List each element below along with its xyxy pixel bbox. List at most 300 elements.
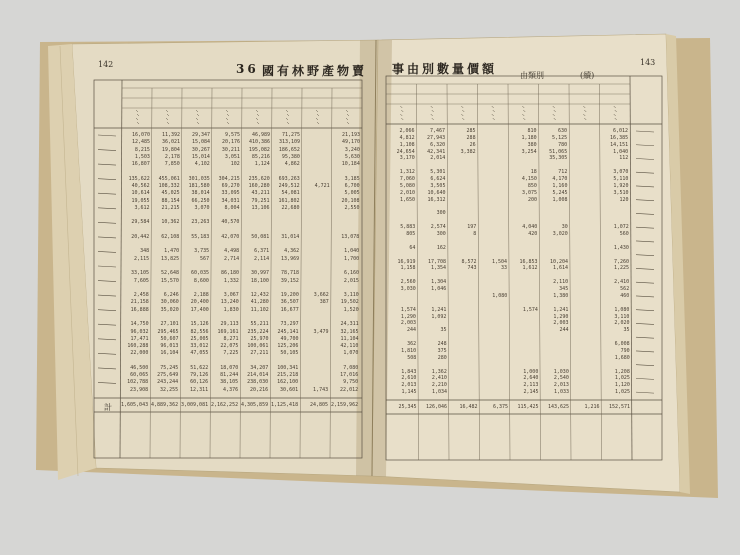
table-cell: 5,883 [400,224,416,231]
table-cell: 160,288 [127,343,149,350]
table-cell: 5,080 [399,182,415,189]
table-cell: 46,500 [130,364,149,371]
table-cell: 5,005 [344,190,360,197]
table-cell: 3,170 [399,155,415,162]
table-cell: 85,216 [251,153,270,160]
table-cell: 78,718 [280,270,299,277]
table-cell: 280 [437,354,447,361]
table-cell: 23,908 [130,386,149,393]
table-cell: 31,014 [281,233,300,240]
table-cell: 1,920 [613,182,629,189]
table-cell: 8,004 [224,204,240,211]
table-cell: 21,193 [342,132,361,138]
table-cell: 2,114 [254,255,270,262]
table-cell: 33,012 [190,343,209,350]
table-cell: 25,005 [190,335,209,342]
table-cell: 50,081 [251,233,270,240]
table-cell: 7,080 [343,364,359,371]
table-cell: 39,152 [280,277,299,284]
table-cell: 125,206 [277,343,299,350]
table-cell: 43,211 [251,190,270,197]
table-cell: 410,386 [248,139,271,146]
table-cell: 1,208 [614,368,630,375]
table-cell: 33 [501,265,508,272]
table-cell: 12,432 [250,292,269,299]
table-cell: 34,031 [221,197,240,204]
table-cell: 2,013 [401,382,417,389]
table-cell: 214,014 [247,372,269,379]
table-cell: 2,610 [401,375,417,382]
table-cell: 30,060 [160,299,179,306]
table-cell: 6,371 [254,248,270,255]
table-cell: 186,652 [278,146,300,153]
right-title: 事由別數量價額 [392,62,498,76]
table-cell: 81,244 [220,372,239,379]
table-cell: 693,263 [278,175,300,182]
table-cell: 244 [559,327,569,334]
table-cell: 1,241 [431,306,447,313]
table-cell: 1,225 [614,265,630,272]
table-cell: 8,215 [134,146,150,153]
table-cell: 25,970 [250,335,269,342]
column-total: 3,009,081 [181,402,209,408]
table-cell: 38,105 [220,379,239,386]
table-cell: 40,570 [221,219,240,226]
table-cell: 1,108 [399,141,415,148]
table-cell: 1,503 [134,153,150,160]
table-cell: 2,188 [193,292,209,299]
table-cell: 35,020 [160,306,179,313]
table-cell: 5,301 [430,169,446,176]
table-cell: 17,400 [190,306,209,313]
table-cell: 1,072 [613,224,629,231]
table-cell: 55,183 [191,233,210,240]
table-cell: 1,025 [614,375,630,382]
table-cell: 3,070 [194,204,210,211]
table-cell: 1,025 [614,389,630,396]
table-cell: 1,124 [254,161,270,168]
table-cell: 1,362 [431,368,447,375]
table-cell: 60,126 [190,379,209,386]
table-cell: 54,081 [281,190,300,197]
table-cell: 9,575 [225,132,241,138]
table-cell: 49,700 [280,335,299,342]
table-cell: 3,067 [223,292,239,299]
table-cell: 18,100 [250,277,269,284]
table-cell: 1,743 [313,386,329,393]
table-cell: 1,520 [343,306,359,313]
table-cell: 162,100 [277,379,299,386]
table-cell: 20,176 [221,139,240,146]
table-cell: 1,290 [553,313,569,320]
table-cell: 5,245 [552,189,568,196]
table-cell: 200 [528,196,538,203]
table-cell: 49,170 [341,139,360,146]
column-total: 1,125,418 [271,402,299,408]
table-cell: 15,126 [190,321,209,328]
table-cell: 16,919 [397,258,416,265]
table-cell: 455,061 [158,175,180,182]
column-total: 2,159,962 [331,402,359,408]
table-cell: 2,115 [134,255,150,262]
table-cell: 275,649 [157,372,179,379]
table-cell: 96,013 [160,343,179,350]
table-cell: 162 [436,244,446,251]
table-cell: 13,969 [281,255,300,262]
table-cell: 780 [558,141,568,148]
table-cell: 1,180 [521,134,537,141]
table-cell: 22,075 [220,343,239,350]
table-cell: 2,640 [523,375,539,382]
table-cell: 4,040 [522,224,538,231]
table-cell: 2,110 [553,279,569,286]
table-cell: 75,245 [160,364,179,371]
table-cell: 1,380 [553,292,569,299]
table-cell: 4,812 [399,134,415,141]
table-cell: 30,267 [191,146,210,153]
table-cell: 2,013 [553,382,569,389]
table-cell: 1,030 [553,368,569,375]
table-cell: 7,225 [223,350,239,357]
table-cell: 17,471 [130,335,149,342]
table-cell: 6,160 [343,270,359,277]
table-cell: 100,061 [247,343,269,350]
table-cell: 17,708 [427,258,447,265]
right-continued: (續) [580,71,595,80]
table-cell: 2,178 [164,153,180,160]
table-cell: 16,888 [130,306,149,313]
table-cell: 19,055 [131,197,150,204]
table-cell: 1,092 [431,313,447,320]
table-cell: 2,145 [523,389,539,396]
table-cell: 10,184 [341,161,360,168]
table-cell: 108,332 [158,182,180,189]
table-cell: 35,305 [549,155,568,162]
table-cell: 15,014 [191,153,210,160]
table-cell: 1,145 [401,389,417,396]
table-cell: 16,807 [131,161,150,168]
table-cell: 42,070 [221,233,240,240]
table-cell: 19,502 [340,299,359,306]
column-total: 6,375 [493,404,509,410]
table-cell: 301,035 [188,175,210,182]
table-cell: 1,000 [523,368,539,375]
table-cell: 7,850 [164,161,180,168]
table-cell: 20,216 [250,386,269,393]
table-cell: 1,040 [344,248,360,255]
table-cell: 567 [200,255,210,262]
table-cell: 19,804 [161,146,180,153]
table-cell: 3,185 [344,175,360,182]
table-cell: 19,200 [280,292,299,299]
table-cell: 2,458 [133,292,149,299]
table-cell: 8 [473,231,477,238]
table-cell: 3,110 [343,292,359,299]
table-cell: 7,605 [133,277,149,284]
column-total: 143,625 [548,404,570,410]
table-cell: 73,297 [280,321,299,328]
table-cell: 1,574 [522,306,538,313]
table-cell: 33,105 [130,270,149,277]
table-cell: 2,066 [399,128,415,134]
table-cell: 348 [140,248,150,255]
table-cell: 29,584 [131,219,150,226]
table-cell: 1,120 [614,382,630,389]
table-cell: 24,311 [340,321,359,328]
table-cell: 5,630 [344,153,360,160]
table-cell: 13,106 [251,204,270,211]
table-cell: 1,680 [614,354,630,361]
table-cell: 11,102 [250,306,269,313]
table-cell: 21,215 [161,204,180,211]
table-cell: 1,843 [401,368,417,375]
table-cell: 29,113 [220,321,239,328]
table-cell: 1,332 [223,277,239,284]
table-cell: 1,504 [491,258,508,265]
table-cell: 112 [619,155,629,162]
table-cell: 51,622 [190,364,209,371]
table-cell: 62,108 [161,233,180,240]
table-cell: 238,030 [247,379,269,386]
table-cell: 3,240 [344,146,360,153]
table-cell: 1,008 [552,196,568,203]
table-cell: 4,376 [223,386,239,393]
table-cell: 71,275 [282,132,301,138]
column-total: 4,889,362 [151,402,179,408]
table-cell: 5,110 [613,176,629,183]
table-cell: 45,025 [161,190,180,197]
table-cell: 20,108 [341,197,360,204]
table-cell: 850 [527,182,537,189]
table-cell: 12,485 [131,139,150,146]
table-cell: 810 [527,128,537,134]
table-cell: 16,312 [427,196,446,203]
table-cell: 100,341 [277,364,299,371]
table-cell: 300 [436,210,446,217]
table-cell: 22,680 [281,204,300,211]
table-cell: 38,014 [191,190,210,197]
table-cell: 33,095 [221,190,240,197]
table-cell: 6,012 [613,128,629,134]
table-cell: 2,113 [523,382,539,389]
table-cell: 420 [528,231,538,238]
table-cell: 2,210 [431,382,447,389]
table-cell: 10,204 [549,258,569,265]
table-cell: 790 [620,347,630,354]
table-cell: 47,055 [190,350,209,357]
table-cell: 102 [230,161,240,168]
table-cell: 195,082 [248,146,270,153]
table-cell: 161,802 [278,197,300,204]
table-cell: 1,040 [613,148,629,155]
table-cell: 1,080 [614,306,630,313]
table-cell: 3,254 [521,148,537,155]
table-cell: 34,207 [250,364,269,371]
table-cell: 1,700 [344,255,360,262]
table-cell: 42,110 [340,343,359,350]
table-cell: 26 [469,141,476,148]
left-total-label: 計 [104,403,112,412]
column-total: 1,605,043 [121,402,149,408]
column-total: 24,805 [310,402,329,408]
table-cell: 235,224 [247,328,269,335]
table-cell: 4,862 [284,161,300,168]
table-cell: 248 [437,341,447,348]
table-cell: 1,312 [399,169,415,176]
table-cell: 102,788 [127,379,149,386]
table-cell: 6,008 [614,341,630,348]
table-cell: 3,051 [224,153,240,160]
table-cell: 4,498 [224,248,240,255]
table-cell: 197 [467,224,477,231]
table-cell: 88,154 [161,197,180,204]
table-cell: 79,251 [251,197,270,204]
table-cell: 712 [558,169,568,176]
table-cell: 16,385 [610,134,629,141]
table-cell: 1,830 [223,306,239,313]
table-cell: 7,060 [399,176,415,183]
table-cell: 66,250 [191,197,210,204]
table-cell: 460 [620,292,630,299]
table-cell: 387 [319,299,329,306]
table-cell: 22,012 [340,386,359,393]
table-cell: 64 [409,244,416,251]
table-cell: 313,109 [278,139,301,146]
table-cell: 46,989 [252,132,271,138]
table-cell: 2,010 [399,189,416,196]
table-cell: 1,650 [400,196,416,203]
table-cell: 2,014 [430,155,446,162]
table-cell: 14,750 [130,321,149,328]
table-cell: 27,943 [427,134,446,141]
table-cell: 10,614 [131,190,150,197]
table-cell: 1,033 [553,389,569,396]
table-cell: 2,020 [614,320,630,327]
table-cell: 3,075 [521,189,538,196]
table-cell: 1,046 [431,286,447,293]
table-cell: 4,150 [521,176,537,183]
table-cell: 4,362 [284,248,300,255]
table-cell: 2,540 [553,375,569,382]
table-cell: 1,470 [164,248,180,255]
table-cell: 13,240 [220,299,239,306]
table-cell: 18 [530,169,537,176]
table-cell: 69,270 [221,182,240,189]
table-cell: 86,180 [220,270,239,277]
table-cell: 160,280 [248,182,270,189]
table-cell: 6,246 [163,292,179,299]
table-cell: 3,382 [460,148,476,155]
table-cell: 2,574 [430,224,446,231]
table-cell: 288 [466,134,476,141]
table-cell: 52,648 [160,270,179,277]
table-cell: 1,612 [522,265,538,272]
table-cell: 1,158 [400,265,416,272]
table-cell: 15,084 [191,139,210,146]
column-total: 1,216 [584,404,600,410]
table-cell: 29,347 [192,132,211,138]
table-cell: 30 [561,224,568,231]
table-cell: 3,505 [430,182,446,189]
table-cell: 32,255 [160,386,179,393]
table-cell: 23,263 [191,219,210,226]
table-cell: 244 [406,327,417,334]
table-cell: 2,714 [224,255,240,262]
table-cell: 135,622 [128,175,150,182]
table-cell: 1,810 [401,347,417,354]
column-total: 126,046 [426,404,448,410]
table-cell: 6,700 [344,182,360,189]
table-cell: 4,721 [314,182,330,189]
table-cell: 15,570 [160,277,179,284]
table-cell: 13,078 [341,233,360,240]
right-page-number: 143 [640,58,656,67]
table-cell: 3,110 [614,313,630,320]
table-cell: 13,825 [161,255,180,262]
table-cell: 2,015 [343,277,359,284]
table-cell: 295,465 [157,328,179,335]
table-cell: 243,244 [157,379,179,386]
table-cell: 743 [467,265,477,272]
table-cell: 560 [619,231,629,238]
table-cell: 1,614 [553,265,569,272]
table-cell: 6,624 [430,176,446,183]
table-cell: 508 [407,354,417,361]
table-cell: 79,126 [190,372,209,379]
table-cell: 562 [620,286,630,293]
left-page-number: 142 [98,60,114,69]
table-cell: 1,430 [613,244,629,251]
table-cell: 32,165 [340,328,359,335]
table-cell: 1,241 [553,306,569,313]
table-cell: 30,211 [221,146,240,153]
table-cell: 8,600 [193,277,209,284]
table-cell: 285 [466,128,476,134]
table-cell: 3,070 [613,169,629,176]
column-total: 4,305,859 [241,402,269,408]
table-cell: 30,997 [250,270,269,277]
table-cell: 2,410 [614,279,630,286]
table-cell: 14,151 [610,141,629,148]
table-cell: 7,467 [430,128,446,134]
column-total: 25,345 [398,404,417,410]
table-cell: 51,065 [549,148,568,155]
left-title-number: 36 [236,62,259,76]
table-cell: 8,572 [461,258,477,265]
table-cell: 42,341 [427,148,446,155]
table-cell: 10,362 [161,219,180,226]
table-cell: 1,080 [492,292,508,299]
table-cell: 3,612 [134,204,150,211]
table-cell: 27,101 [160,321,179,328]
table-cell: 82,556 [190,328,209,335]
table-cell: 235,620 [248,175,270,182]
table-cell: 8,271 [223,335,239,342]
table-cell: 60,065 [130,372,149,379]
table-cell: 215,218 [277,372,299,379]
table-cell: 1,034 [431,389,447,396]
table-cell: 20,400 [190,299,209,306]
table-cell: 630 [558,128,568,134]
table-cell: 2,003 [553,320,569,327]
table-cell: 3,662 [313,292,329,299]
table-cell: 1,354 [431,265,447,272]
table-cell: 300 [436,231,446,238]
table-cell: 36,507 [280,299,299,306]
table-cell: 16,104 [160,350,179,357]
right-header-note: 由類別 [520,71,544,80]
table-cell: 120 [619,196,629,203]
